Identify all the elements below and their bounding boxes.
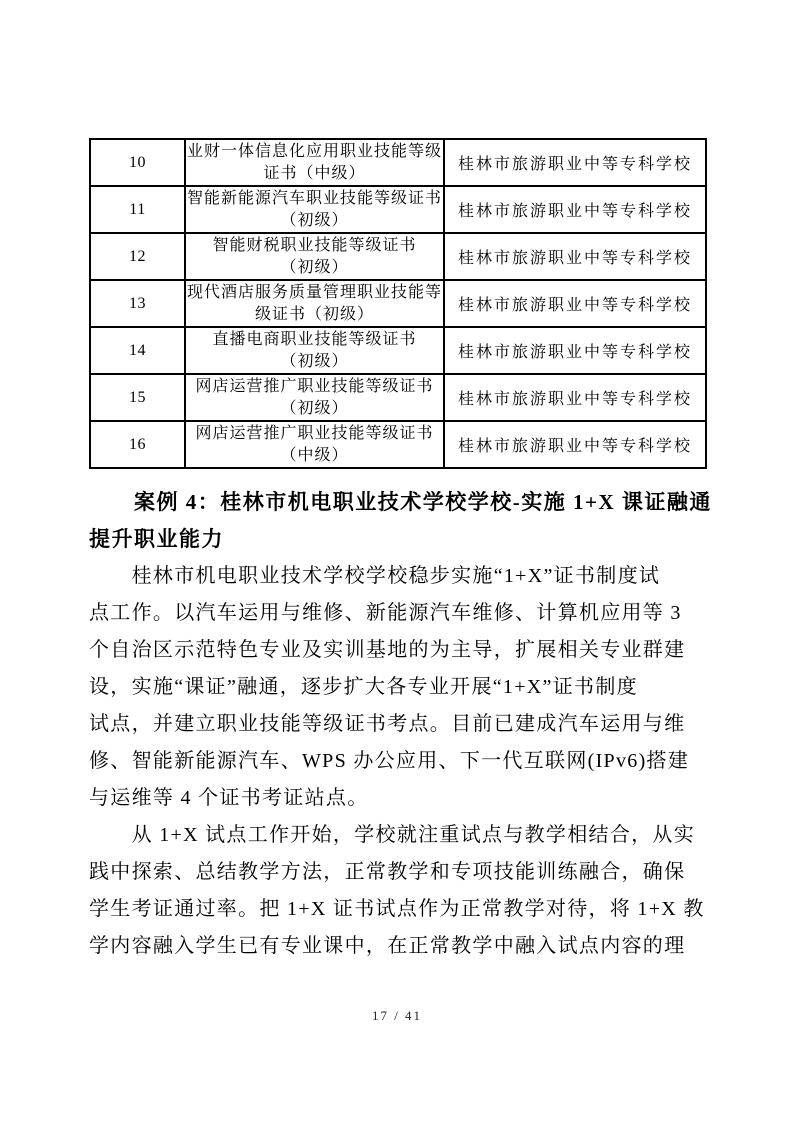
table-row — [90, 280, 706, 327]
page-content — [89, 138, 712, 965]
school-name-cell: 桂林市旅游职业中等专科学校 — [444, 280, 706, 327]
certificate-name-line2: （初级） — [280, 211, 349, 229]
table-row — [90, 421, 706, 468]
row-number-cell: 11 — [90, 186, 185, 233]
certificate-name-line1: 直播电商职业技能等级证书 — [212, 330, 417, 348]
section-heading-line: 提升职业能力 — [89, 527, 224, 551]
row-number-cell: 10 — [90, 139, 185, 186]
table-row — [90, 233, 706, 280]
table-row — [90, 327, 706, 374]
certificate-name-cell — [185, 186, 444, 233]
certificate-name-cell — [185, 327, 444, 374]
certificate-name-line2: 级证书（初级） — [254, 305, 374, 323]
school-name-cell: 桂林市旅游职业中等专科学校 — [444, 421, 706, 468]
body-text-line: 学内容融入学生已有专业课中，在正常教学中融入试点内容的理 — [89, 935, 686, 957]
certificate-name-line2: （初级） — [280, 399, 349, 417]
school-name-cell: 桂林市旅游职业中等专科学校 — [444, 186, 706, 233]
row-number-cell: 16 — [90, 421, 185, 468]
certificate-name-cell — [185, 280, 444, 327]
body-text-line: 桂林市机电职业技术学校学校稳步实施“1+X”证书制度试 — [89, 565, 661, 587]
body-text-line: 践中探索、总结教学方法，正常教学和专项技能训练融合，确保 — [89, 861, 686, 883]
certificate-name-cell — [185, 374, 444, 421]
certificate-name-line2: （初级） — [280, 352, 349, 370]
body-text-line: 个自治区示范特色专业及实训基地的为主导，扩展相关专业群建 — [89, 639, 686, 661]
body-text-line: 与运维等 4 个证书考证站点。 — [89, 787, 369, 809]
table-row — [90, 139, 706, 186]
certificate-name-line2: （初级） — [280, 258, 349, 276]
table-row — [90, 186, 706, 233]
row-number-cell: 13 — [90, 280, 185, 327]
certificates-table-body — [90, 139, 706, 468]
certificates-table — [89, 138, 707, 469]
body-text-line: 设，实施“课证”融通，逐步扩大各专业开展“1+X”证书制度 — [89, 676, 638, 698]
school-name-cell: 桂林市旅游职业中等专科学校 — [444, 327, 706, 374]
certificate-name-line1: 智能财税职业技能等级证书 — [212, 236, 417, 254]
page-number: 17 / 41 — [371, 1008, 423, 1023]
section-heading — [89, 484, 712, 558]
school-name-cell: 桂林市旅游职业中等专科学校 — [444, 139, 706, 186]
body-text-line: 从 1+X 试点工作开始，学校就注重试点与教学相结合，从实 — [89, 824, 696, 846]
certificate-name-line1: 网店运营推广职业技能等级证书 — [195, 377, 434, 395]
certificate-name-line1: 现代酒店服务质量管理职业技能等 — [186, 283, 442, 301]
certificate-name-cell — [185, 139, 444, 186]
body-paragraphs — [89, 558, 705, 965]
certificate-name-cell — [185, 421, 444, 468]
table-row — [90, 374, 706, 421]
row-number-cell: 12 — [90, 233, 185, 280]
row-number-cell: 15 — [90, 374, 185, 421]
certificate-name-cell — [185, 233, 444, 280]
section-heading-line: 案例 4：桂林市机电职业技术学校学校-实施 1+X 课证融通 — [89, 490, 712, 514]
certificate-name-line1: 网店运营推广职业技能等级证书 — [195, 424, 434, 442]
body-text-line: 点工作。以汽车运用与维修、新能源汽车维修、计算机应用等 3 — [89, 602, 682, 624]
certificate-name-line1: 业财一体信息化应用职业技能等级 — [186, 142, 442, 160]
certificate-name-line2: 证书（中级） — [263, 164, 366, 182]
body-text-line: 修、智能新能源汽车、WPS 办公应用、下一代互联网(IPv6)搭建 — [89, 750, 690, 772]
body-text-line: 学生考证通过率。把 1+X 证书试点作为正常教学对待，将 1+X 教 — [89, 898, 705, 920]
certificate-name-line2: （中级） — [280, 446, 349, 464]
school-name-cell: 桂林市旅游职业中等专科学校 — [444, 233, 706, 280]
body-text-line: 试点，并建立职业技能等级证书考点。目前已建成汽车运用与维 — [89, 713, 686, 735]
school-name-cell: 桂林市旅游职业中等专科学校 — [444, 374, 706, 421]
certificate-name-line1: 智能新能源汽车职业技能等级证书 — [186, 189, 442, 207]
row-number-cell: 14 — [90, 327, 185, 374]
